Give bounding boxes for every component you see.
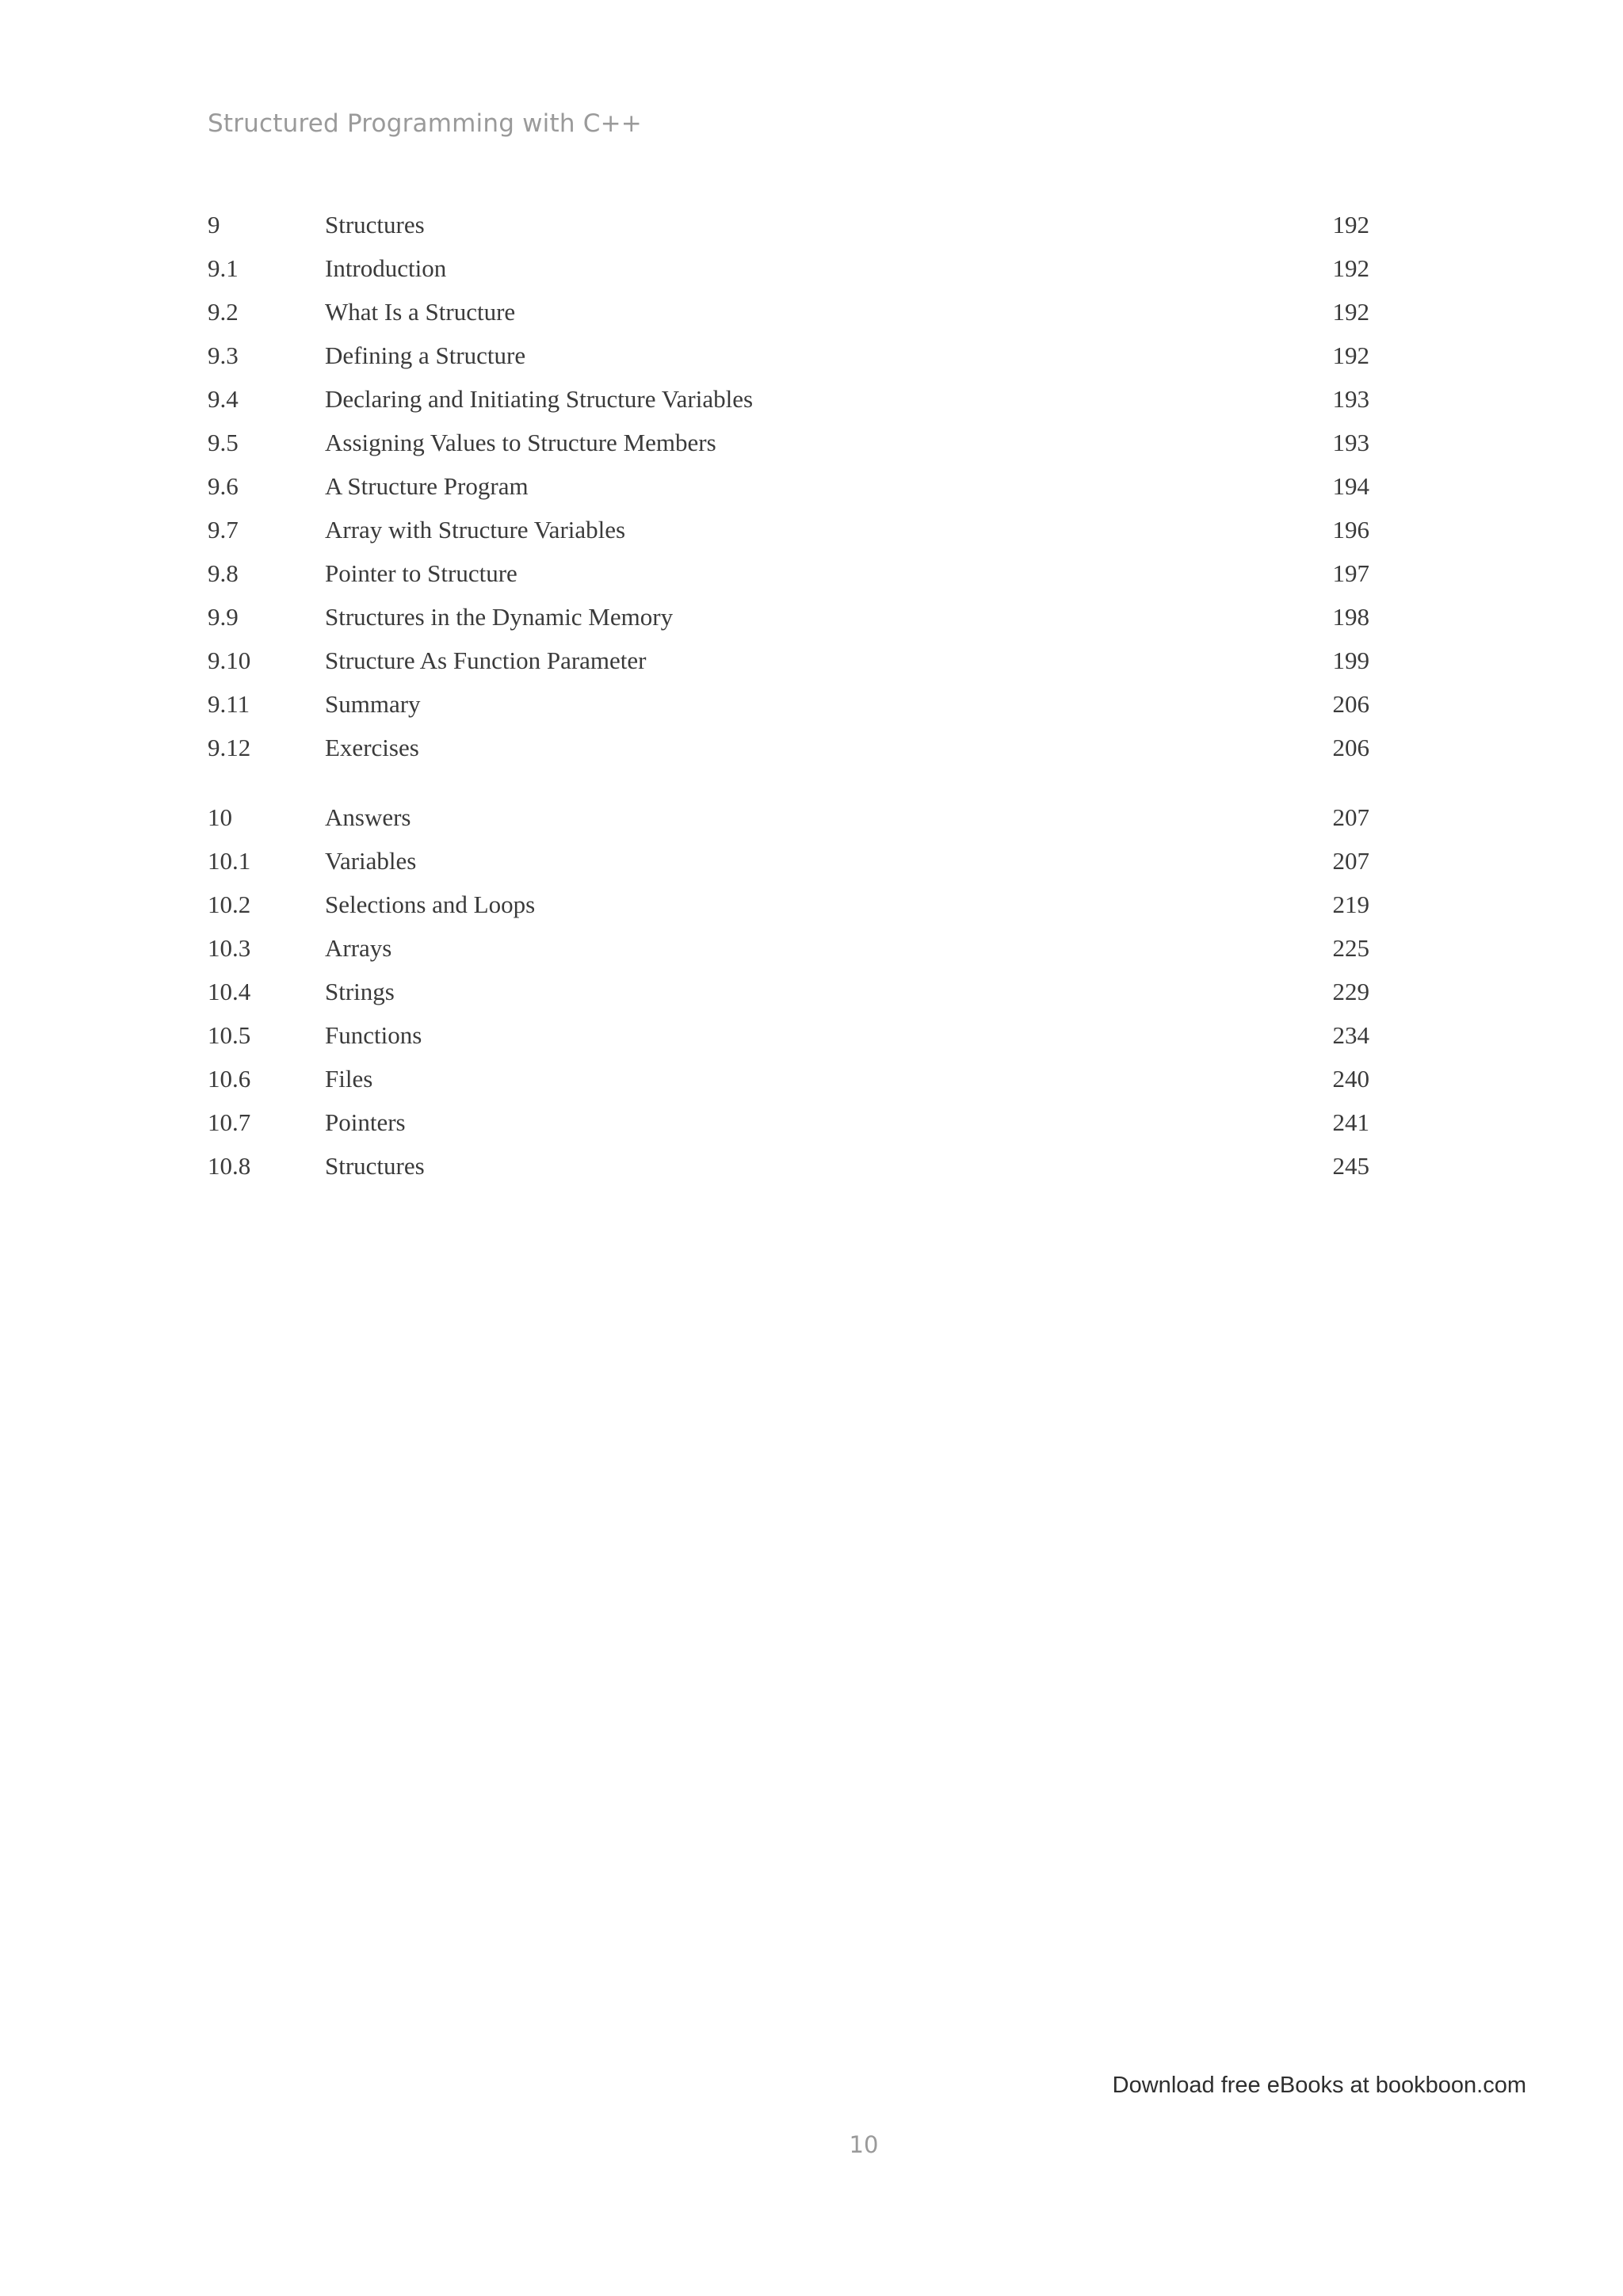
- toc-entry-title: Pointer to Structure: [325, 559, 517, 587]
- toc-entry-title: Structures: [325, 1152, 425, 1180]
- toc-entry-page: 207: [1332, 847, 1369, 875]
- toc-entry-number: 9.11: [208, 690, 250, 718]
- toc-entry[interactable]: [208, 726, 1369, 769]
- toc-entry-title: Functions: [325, 1021, 422, 1049]
- running-header: Structured Programming with C++: [208, 109, 642, 138]
- toc-entry-title: Structures: [325, 211, 425, 238]
- toc-entry-page: 192: [1332, 211, 1369, 238]
- toc-entry-number: 9: [208, 211, 220, 238]
- toc-entry-number: 9.6: [208, 472, 239, 500]
- toc-entry[interactable]: [208, 926, 1369, 970]
- toc-entry[interactable]: [208, 1144, 1369, 1188]
- toc-entry-page: 199: [1332, 646, 1369, 674]
- toc-entry-number: 9.12: [208, 734, 251, 761]
- toc-entry-title: Strings: [325, 978, 395, 1005]
- toc-entry-title: Structures in the Dynamic Memory: [325, 603, 674, 631]
- toc-entry-page: 192: [1332, 341, 1369, 369]
- toc-entry[interactable]: [208, 464, 1369, 508]
- toc-entry[interactable]: [208, 421, 1369, 464]
- toc-entry-title: What Is a Structure: [325, 298, 516, 326]
- toc-entry[interactable]: [208, 682, 1369, 726]
- toc-entry[interactable]: [208, 1013, 1369, 1057]
- toc-entry[interactable]: [208, 377, 1369, 421]
- toc-entry-number: 10.1: [208, 847, 251, 875]
- toc-entry[interactable]: [208, 334, 1369, 377]
- toc-section-chapter-9: [208, 203, 1369, 769]
- toc-entry-title: Introduction: [325, 254, 447, 282]
- toc-entry[interactable]: [208, 1100, 1369, 1144]
- toc-entry[interactable]: [208, 595, 1369, 639]
- toc-entry-page: 193: [1332, 385, 1369, 413]
- toc-entry[interactable]: [208, 203, 1369, 246]
- toc-entry-title: Files: [325, 1065, 373, 1093]
- toc-entry[interactable]: [208, 883, 1369, 926]
- toc-entry-page: 240: [1332, 1065, 1369, 1093]
- page-number: 10: [849, 2131, 879, 2158]
- download-note-link[interactable]: Download free eBooks at bookboon.com: [1112, 2073, 1526, 2098]
- toc-entry-page: 229: [1332, 978, 1369, 1005]
- toc-entry-title: Defining a Structure: [325, 341, 526, 369]
- toc-entry-title: Answers: [325, 803, 411, 831]
- toc-entry-title: Array with Structure Variables: [325, 516, 626, 543]
- toc-entry[interactable]: [208, 290, 1369, 334]
- toc-entry-page: 206: [1332, 690, 1369, 718]
- toc-entry-number: 10: [208, 803, 232, 831]
- toc-section-chapter-10: [208, 795, 1369, 1188]
- toc-entry-number: 9.1: [208, 254, 239, 282]
- toc-entry-number: 10.7: [208, 1108, 251, 1136]
- toc-entry-title: Pointers: [325, 1108, 406, 1136]
- toc-entry-title: Structure As Function Parameter: [325, 646, 647, 674]
- toc-entry-page: 241: [1332, 1108, 1369, 1136]
- toc-entry-number: 10.6: [208, 1065, 251, 1093]
- toc-entry-page: 225: [1332, 934, 1369, 962]
- toc-entry-title: Exercises: [325, 734, 419, 761]
- toc-entry-page: 197: [1332, 559, 1369, 587]
- toc-entry-title: Summary: [325, 690, 421, 718]
- toc-entry-page: 207: [1332, 803, 1369, 831]
- toc-entry-number: 9.7: [208, 516, 239, 543]
- toc-entry-title: Declaring and Initiating Structure Variables: [325, 385, 754, 413]
- toc-entry[interactable]: [208, 839, 1369, 883]
- toc-entry-title: Selections and Loops: [325, 891, 536, 918]
- toc-entry-number: 9.9: [208, 603, 239, 631]
- table-of-contents: [208, 203, 1369, 1188]
- toc-entry-page: 219: [1332, 891, 1369, 918]
- toc-entry-title: A Structure Program: [325, 472, 529, 500]
- toc-entry-page: 234: [1332, 1021, 1369, 1049]
- toc-entry-title: Assigning Values to Structure Members: [325, 429, 716, 456]
- toc-entry-number: 10.5: [208, 1021, 251, 1049]
- toc-entry[interactable]: [208, 1057, 1369, 1100]
- toc-entry[interactable]: [208, 970, 1369, 1013]
- toc-entry-page: 245: [1332, 1152, 1369, 1180]
- toc-entry-number: 9.3: [208, 341, 239, 369]
- toc-entry-page: 206: [1332, 734, 1369, 761]
- toc-entry-number: 9.10: [208, 646, 251, 674]
- toc-entry-page: 192: [1332, 254, 1369, 282]
- toc-entry-number: 9.4: [208, 385, 239, 413]
- toc-entry-number: 10.8: [208, 1152, 251, 1180]
- toc-entry[interactable]: [208, 639, 1369, 682]
- toc-entry[interactable]: [208, 246, 1369, 290]
- toc-entry-number: 9.8: [208, 559, 239, 587]
- toc-entry-page: 192: [1332, 298, 1369, 326]
- toc-entry-title: Variables: [325, 847, 417, 875]
- toc-entry-number: 9.5: [208, 429, 239, 456]
- toc-entry[interactable]: [208, 551, 1369, 595]
- toc-entry-page: 196: [1332, 516, 1369, 543]
- toc-entry-number: 10.4: [208, 978, 251, 1005]
- toc-entry-page: 194: [1332, 472, 1369, 500]
- toc-entry-number: 10.2: [208, 891, 251, 918]
- toc-entry[interactable]: [208, 508, 1369, 551]
- toc-entry-page: 193: [1332, 429, 1369, 456]
- toc-entry-number: 9.2: [208, 298, 239, 326]
- toc-entry[interactable]: [208, 795, 1369, 839]
- toc-entry-title: Arrays: [325, 934, 392, 962]
- toc-entry-page: 198: [1332, 603, 1369, 631]
- toc-entry-number: 10.3: [208, 934, 251, 962]
